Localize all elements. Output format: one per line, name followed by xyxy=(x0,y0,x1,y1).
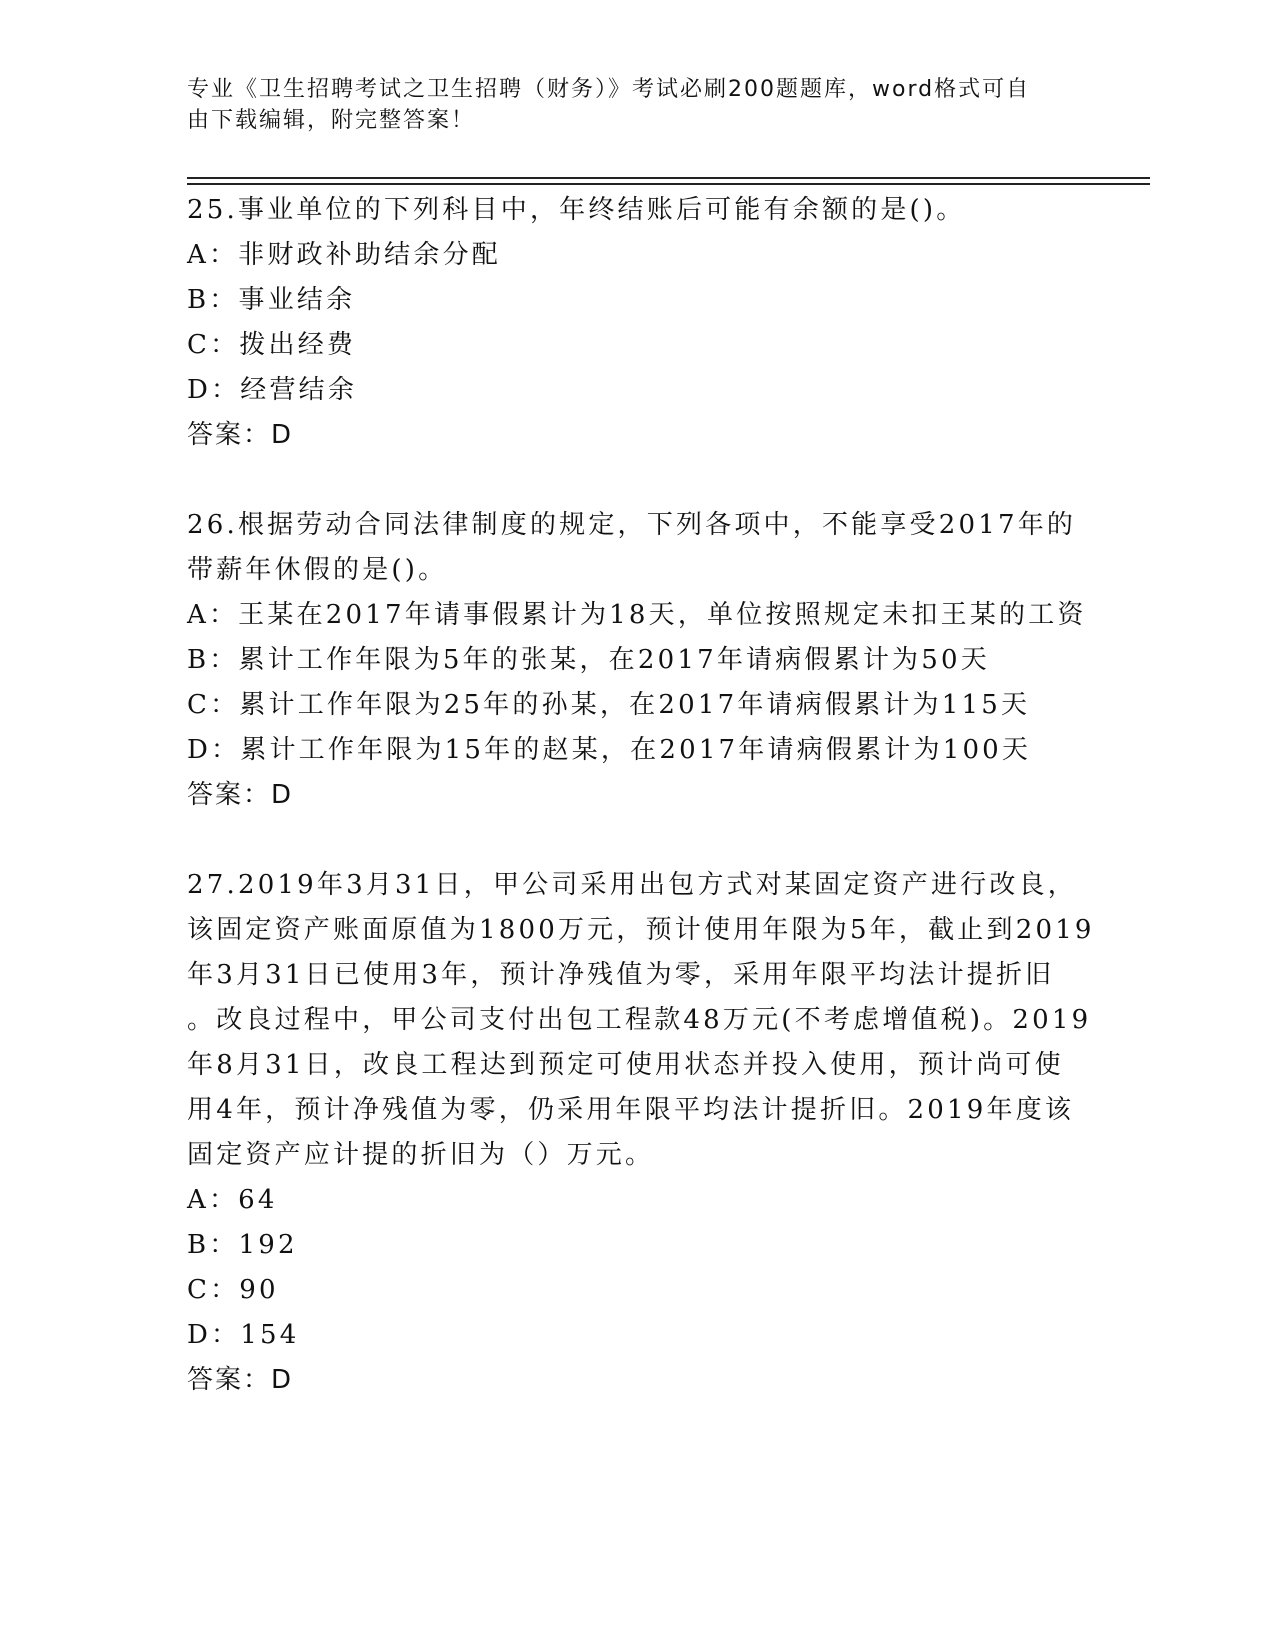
option-d: D：154 xyxy=(187,1320,300,1350)
answer: 答案：D xyxy=(187,420,294,450)
answer: 答案：D xyxy=(187,1365,294,1395)
option-c: C：拨出经费 xyxy=(187,330,357,360)
header-divider-top xyxy=(187,177,1150,179)
question-stem-line: 年8月31日，改良工程达到预定可使用状态并投入使用，预计尚可使 xyxy=(187,1050,1064,1080)
option-b: B：事业结余 xyxy=(187,285,356,315)
option-d: D：累计工作年限为15年的赵某，在2017年请病假累计为100天 xyxy=(187,735,1032,765)
header-line-2: 由下载编辑，附完整答案！ xyxy=(187,108,476,133)
question-list xyxy=(187,188,1095,1403)
option-c: C：累计工作年限为25年的孙某，在2017年请病假累计为115天 xyxy=(187,690,1031,720)
answer: 答案：D xyxy=(187,780,294,810)
option-b: B：累计工作年限为5年的张某，在2017年请病假累计为50天 xyxy=(187,645,990,675)
question-26 xyxy=(187,503,1087,818)
question-stem-line: 25.事业单位的下列科目中，年终结账后可能有余额的是()。 xyxy=(187,195,966,225)
option-a: A：非财政补助结余分配 xyxy=(187,240,501,270)
option-a: A：王某在2017年请事假累计为18天，单位按照规定未扣王某的工资 xyxy=(187,600,1087,630)
question-stem-line: 年3月31日已使用3年，预计净残值为零，采用年限平均法计提折旧 xyxy=(187,960,1055,990)
header-divider-bottom xyxy=(187,183,1150,185)
question-stem-line: 固定资产应计提的折旧为（）万元。 xyxy=(187,1140,655,1170)
spacer xyxy=(187,818,1087,863)
question-stem-line: 。改良过程中，甲公司支付出包工程款48万元(不考虑增值税)。2019 xyxy=(187,1005,1092,1035)
spacer xyxy=(187,458,1087,503)
question-stem-line: 该固定资产账面原值为1800万元，预计使用年限为5年，截止到2019 xyxy=(187,915,1095,945)
question-stem-line: 用4年，预计净残值为零，仍采用年限平均法计提折旧。2019年度该 xyxy=(187,1095,1075,1125)
option-d: D：经营结余 xyxy=(187,375,358,405)
option-a: A：64 xyxy=(187,1185,278,1215)
question-stem-line: 26.根据劳动合同法律制度的规定，下列各项中，不能享受2017年的 xyxy=(187,510,1077,540)
question-stem-line: 27.2019年3月31日，甲公司采用出包方式对某固定资产进行改良， xyxy=(187,870,1077,900)
question-stem-line: 带薪年休假的是()。 xyxy=(187,555,448,585)
question-25 xyxy=(187,188,1087,458)
document-header xyxy=(187,74,1067,136)
option-b: B：192 xyxy=(187,1230,298,1260)
question-27 xyxy=(187,863,1095,1403)
header-line-1: 专业《卫生招聘考试之卫生招聘（财务）》考试必刷200题题库，word格式可自 xyxy=(187,77,1031,102)
option-c: C：90 xyxy=(187,1275,279,1305)
